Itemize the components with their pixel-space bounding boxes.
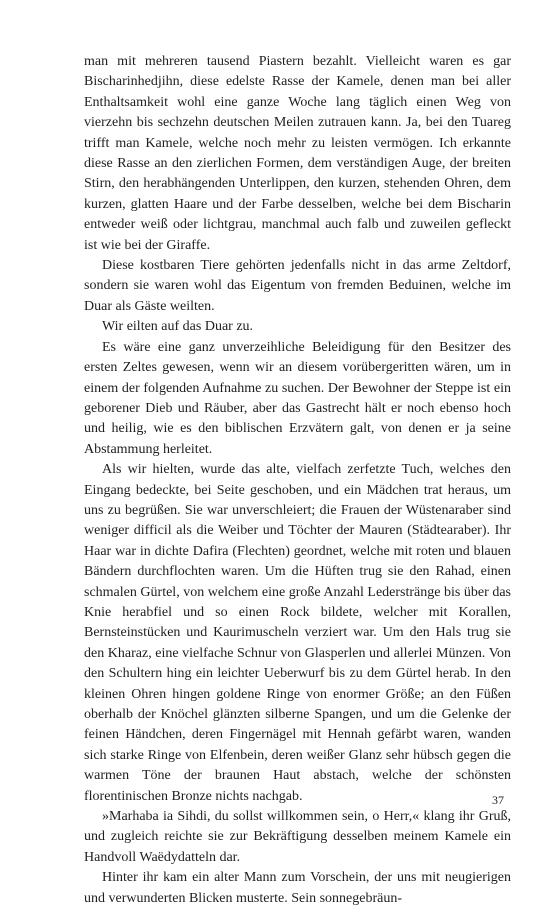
paragraph-2: Diese kostbaren Tiere gehörten jedenfalls nicht in das arme Zeltdorf, sondern sie waren wohl das Eigentum von fremden Beduinen, welche im Duar als Gäste weilten. [84, 258, 511, 314]
page-number: 37 [492, 793, 504, 807]
paragraph-1: man mit mehreren tausend Piastern bezahlt. Vielleicht waren es gar Bischarinhedjihn, diese edelste Rasse der Kamele, denen man bei aller Enthaltsamkeit wohl eine ganze Woche lang täglich einen Weg von vierzehn bis sechzehn deutschen Meilen zutrauen kann. Ja, bei den Tuareg trifft man Kamele, welche noch mehr zu leisten vermögen. Ich erkannte diese Rasse an den zierlichen Formen, dem verständigen Auge, der breiten Stirn, den herabhängenden Unterlippen, den kurzen, stehenden Ohren, dem kurzen, glatten Haare und der Farbe desselben, welche bei dem Bischarin entweder weiß oder lichtgrau, manchmal auch falb und zuweilen gefleckt ist wie bei der Giraffe. [84, 54, 511, 253]
paragraph-3: Wir eilten auf das Duar zu. [102, 319, 254, 335]
paragraph-7: Hinter ihr kam ein alter Mann zum Vorschein, der uns mit neugierigen und verwunderten Blicken musterte. Sein sonnegebräun- [84, 870, 511, 906]
paragraph-5: Als wir hielten, wurde das alte, vielfach zerfetzte Tuch, welches den Eingang bedeckte, bei Seite geschoben, und ein Mädchen trat heraus, um uns zu begrüßen. Sie war unverschleiert; die Frauen der Wüstenaraber sind weniger difficil als die Weiber und Töchter der Mauren (Städtearaber). Ihr Haar war in dichte Dafira (Flechten) geordnet, welche mit roten und blauen Bändern durchflochten waren. Um die Hüften trug sie den Rahad, einen schmalen Gürtel, von welchem eine große Anzahl Lederstränge bis über das Knie herabfiel und so einen Rock bildete, welcher mit Korallen, Bernsteinstücken und Kaurimuscheln verziert war. Um den Hals trug sie den Kharaz, eine vielfache Schnur von Glasperlen und allerlei Münzen. Von den Schultern hing ein leichter Ueberwurf bis zu dem Gürtel herab. In den kleinen Ohren hingen goldene Ringe von enormer Größe; an den Füßen oberhalb der Knöchel glänzten silberne Spangen, und um die Gelenke der feinen Händchen, deren Fingernägel mit Hennah gefärbt waren, wanden sich starke Ringe von Elfenbein, deren weißer Glanz sehr hübsch gegen die warmen Töne der braunen Haut abstach, welche der schönsten florentinischen Bronze nichts nachgab. [84, 462, 511, 804]
body-text [84, 52, 511, 909]
paragraph-6: »Marhaba ia Sihdi, du sollst willkommen sein, o Herr,« klang ihr Gruß, und zugleich reichte sie zur Bekräftigung desselben meinem Kamele ein Handvoll Waëdydatteln dar. [84, 809, 511, 865]
paragraph-4: Es wäre eine ganz unverzeihliche Beleidigung für den Besitzer des ersten Zeltes gewesen, wenn wir an diesem vorübergeritten wären, um in einem der folgenden Aufnahme zu suchen. Der Bewohner der Steppe ist ein geborener Dieb und Räuber, aber das Gastrecht hält er noch ebenso hoch und heilig, wie es den biblischen Erzvätern galt, von denen er ja seine Abstammung herleitet. [84, 339, 511, 457]
